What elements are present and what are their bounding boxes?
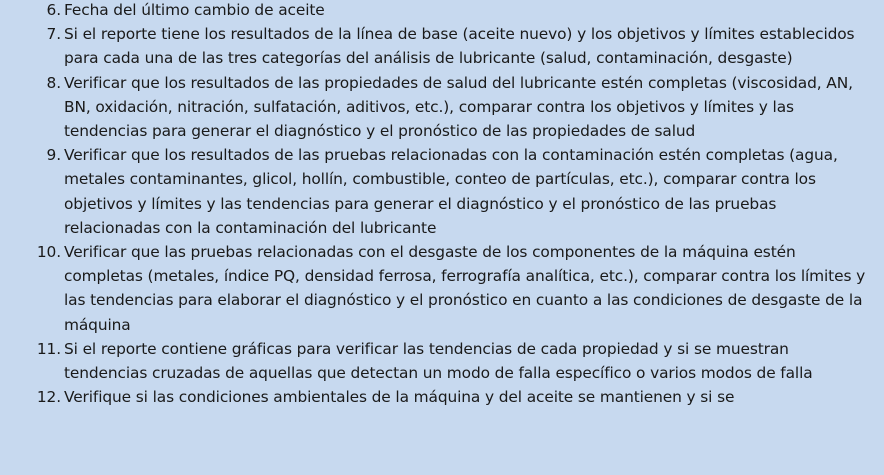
item-text: Si el reporte contiene gráficas para verificar las tendencias de cada propiedad y si se muestran tendencias cruzadas de aquellas que detectan un modo de falla específico o varios modos de falla — [64, 339, 813, 383]
item-text: Verificar que las pruebas relacionadas con el desgaste de los componentes de la máquina estén completas (metales, índice PQ, densidad ferrosa, ferrografía analítica, etc.), comparar contra los límites y las tendencias para elaborar el diagnóstico y el pronóstico en cuanto a las condiciones de desgaste de la máquina — [64, 243, 866, 334]
list-item — [0, 240, 884, 337]
item-number: 10. — [36, 243, 61, 262]
item-text: Si el reporte tiene los resultados de la línea de base (aceite nuevo) y los objetivos y límites establecidos para cada una de las tres categorías del análisis de lubricante (salud, contaminación, desgaste) — [64, 25, 855, 68]
item-number: 6. — [46, 1, 61, 19]
list-item — [0, 22, 884, 70]
item-number: 8. — [46, 73, 61, 92]
item-number: 11. — [36, 339, 61, 358]
item-text: Verifique si las condiciones ambientales de la máquina y del aceite se mantienen y si se — [64, 388, 735, 407]
list-item — [0, 385, 884, 409]
list-item — [0, 143, 884, 240]
item-number: 7. — [46, 25, 61, 44]
item-text: Verificar que los resultados de las pruebas relacionadas con la contaminación estén completas (agua, metales contaminantes, glicol, hollín, combustible, conteo de partículas, etc.), comparar contra los objetivos y límites y las tendencias para generar el diagnóstico y el pronóstico de las pruebas relacionadas con la contaminación del lubricante — [64, 146, 838, 237]
item-number: 9. — [46, 146, 61, 165]
list-item — [0, 71, 884, 144]
item-text: Verificar que los resultados de las propiedades de salud del lubricante estén completas (viscosidad, AN, BN, oxidación, nitración, sulfatación, aditivos, etc.), comparar contra los objetivos y límites y las tendencias para generar el diagnóstico y el pronóstico de las propiedades de salud — [64, 73, 853, 141]
list-item — [0, 0, 884, 22]
item-number: 12. — [36, 388, 61, 407]
item-text: Fecha del último cambio de aceite — [64, 1, 325, 19]
list-item — [0, 337, 884, 385]
